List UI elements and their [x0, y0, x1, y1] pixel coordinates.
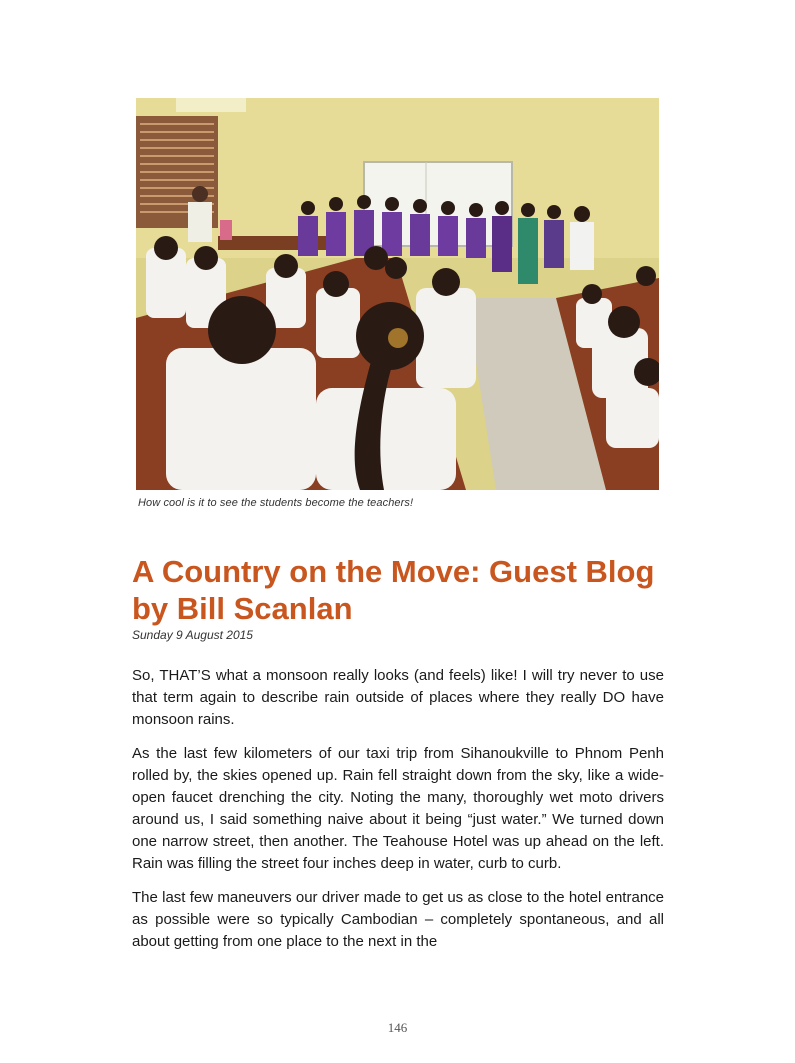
page-number: 146 — [387, 1020, 408, 1035]
classroom-photo — [136, 98, 659, 490]
photo-caption: How cool is it to see the students become the teachers! — [138, 497, 414, 509]
classroom-photo-illustration — [136, 98, 659, 490]
article-paragraph: As the last few kilometers of our taxi trip from Sihanoukville to Phnom Penh rolled by, the skies opened up. Rain fell straight down from the sky, like a wide-open faucet drenching the city. Noting the many, thoroughly wet moto drivers around us, I said something naive about it being “just water.” We turned down one narrow street, then another. The Teahouse Hotel was up ahead on the left. Rain was filling the street four inches deep in water, curb to curb. — [132, 745, 664, 872]
article-date: Sunday 9 August 2015 — [132, 628, 253, 642]
article-title: A Country on the Move: Guest Blog by Bill Scanlan — [132, 554, 655, 626]
article-paragraph: The last few maneuvers our driver made to get us as close to the hotel entrance as possible were so typically Cambodian – completely spontaneous, and all about getting from one place to the next in the — [132, 889, 664, 950]
article-paragraph: So, THAT’S what a monsoon really looks (and feels) like! I will try never to use that term again to describe rain outside of places where they really DO have monsoon rains. — [132, 667, 664, 728]
article-body — [132, 665, 664, 965]
